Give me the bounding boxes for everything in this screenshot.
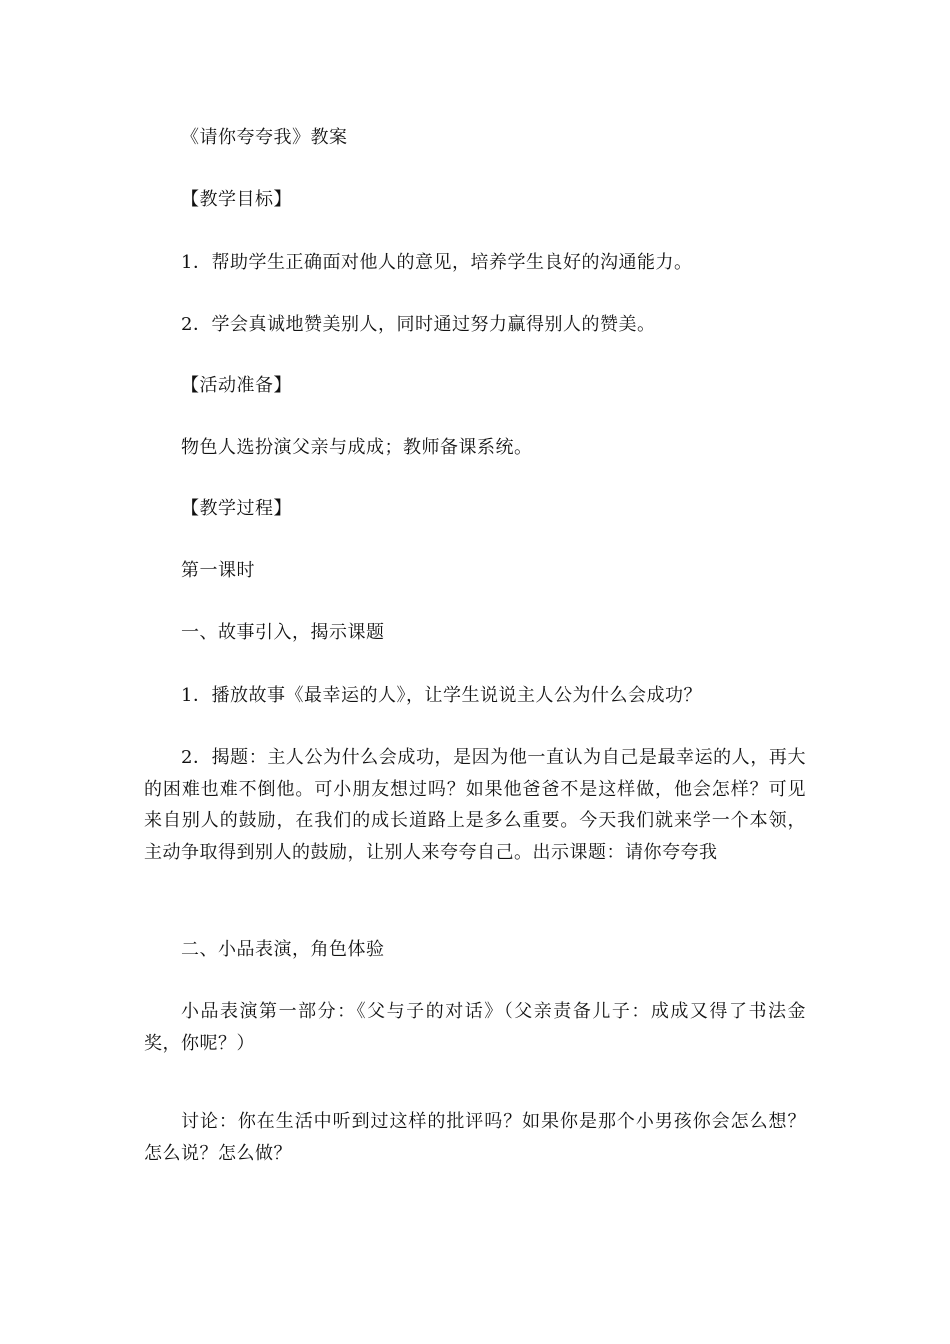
document-title: 《请你夸夸我》教案 xyxy=(181,127,348,148)
step-paragraph-2: 2．揭题：主人公为什么会成功，是因为他一直认为自己是最幸运的人，再大的困难也难不倒他。可小朋友想过吗？如果他爸爸不是这样做，他会怎样？可见来自别人的鼓励，在我们的成长道路上是多么重要。今天我们就来学一个本领，主动争取得到别人的鼓励，让别人来夸夸自己。出示课题：请你夸夸我 xyxy=(144,747,806,863)
skit-paragraph: 小品表演第一部分：《父与子的对话》（父亲责备儿子：成成又得了书法金奖，你呢？） xyxy=(144,1001,806,1054)
discussion-paragraph: 讨论：你在生活中听到过这样的批评吗？如果你是那个小男孩你会怎么想？怎么说？怎么做？ xyxy=(144,1111,806,1164)
section-heading-1: 一、故事引入，揭示课题 xyxy=(181,622,385,643)
goal-item-1: 1．帮助学生正确面对他人的意见，培养学生良好的沟通能力。 xyxy=(181,252,693,273)
section-heading-2: 二、小品表演，角色体验 xyxy=(181,939,385,960)
step-paragraph-1: 1．播放故事《最幸运的人》，让学生说说主人公为什么会成功？ xyxy=(181,685,702,706)
goal-item-2: 2．学会真诚地赞美别人，同时通过努力赢得别人的赞美。 xyxy=(181,314,656,335)
prep-paragraph: 物色人选扮演父亲与成成；教师备课系统。 xyxy=(181,437,533,458)
heading-teaching-process: 【教学过程】 xyxy=(181,498,292,519)
heading-teaching-goals: 【教学目标】 xyxy=(181,189,292,210)
lesson-label: 第一课时 xyxy=(181,560,255,581)
heading-activity-prep: 【活动准备】 xyxy=(181,375,292,396)
